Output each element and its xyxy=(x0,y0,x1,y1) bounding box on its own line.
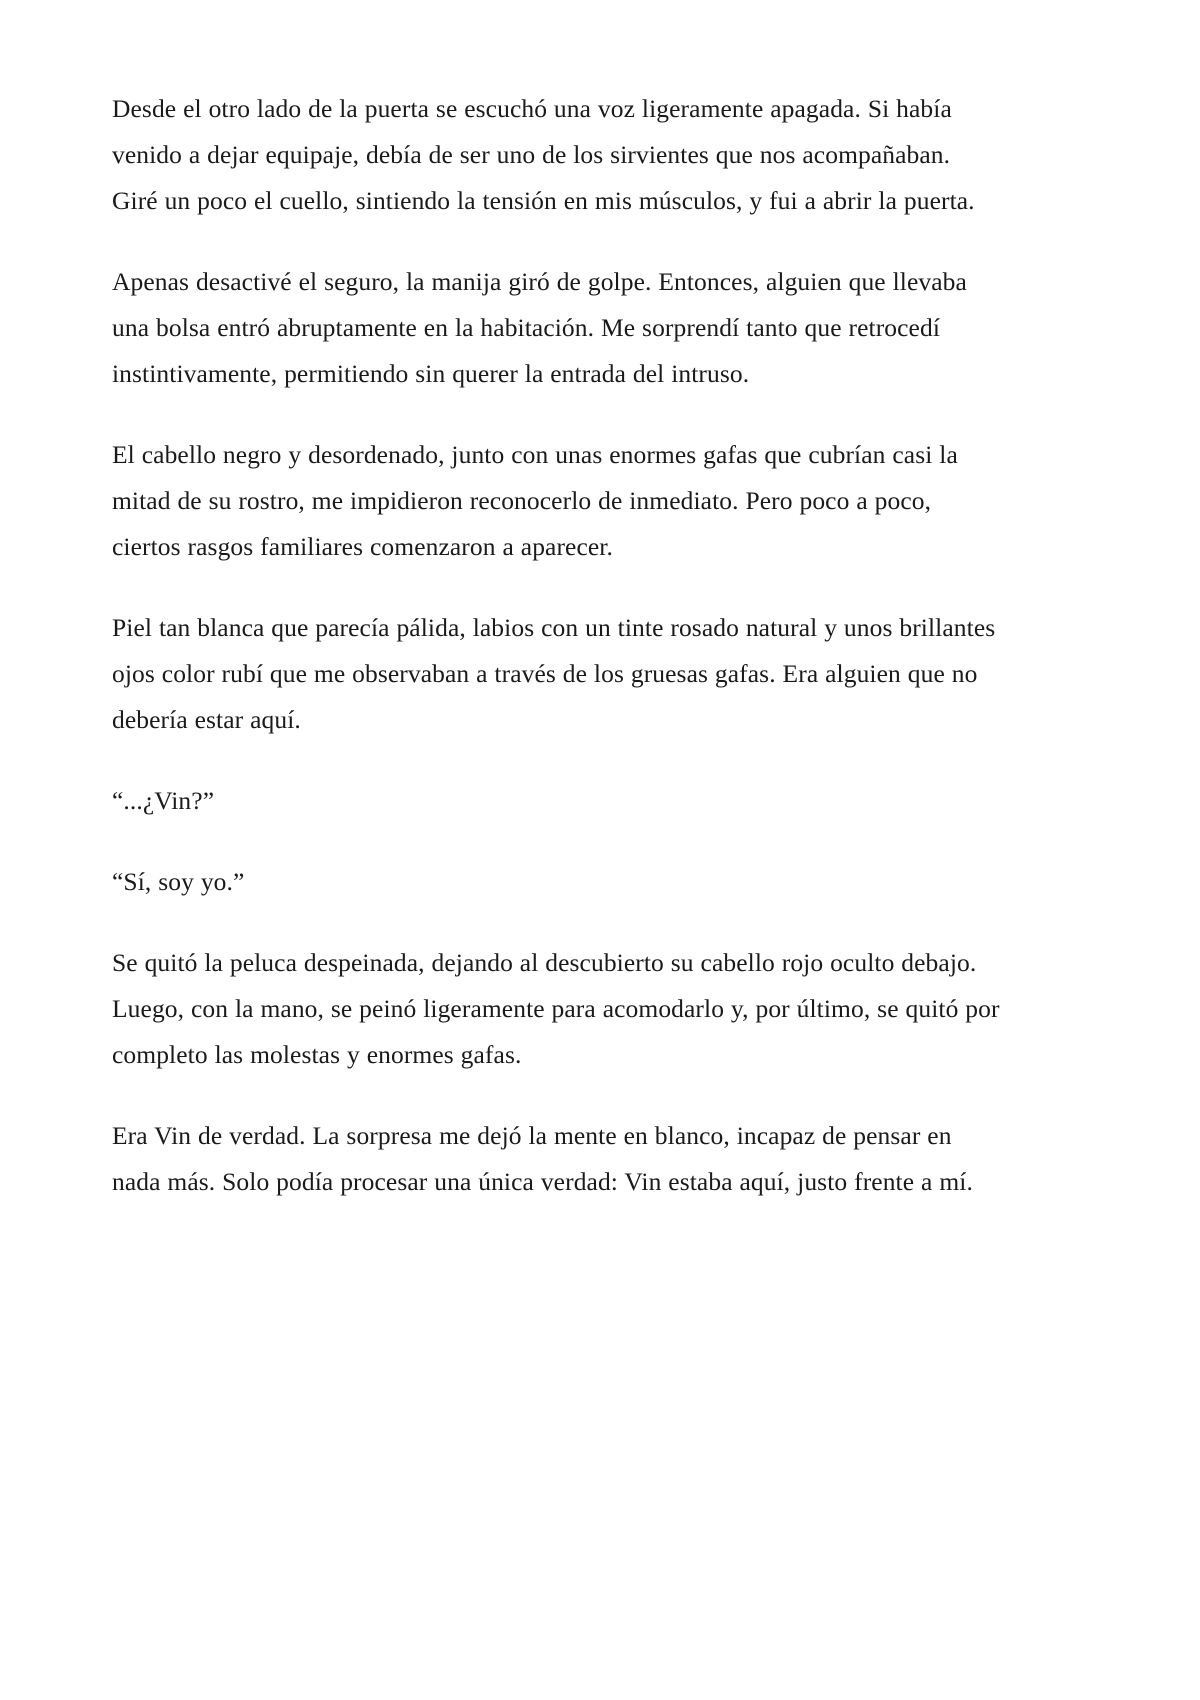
dialogue-line-1: “...¿Vin?” xyxy=(112,786,215,815)
paragraph-1: Desde el otro lado de la puerta se escuchó una voz ligeramente apagada. Si había venido a dejar equipaje, debía de ser uno de los sirvientes que nos acompañaban. Giré un poco el cuello, sintiendo la tensión en mis músculos, y fui a abrir la puerta. xyxy=(112,94,975,215)
paragraph-5: Se quitó la peluca despeinada, dejando al descubierto su cabello rojo oculto debajo. Luego, con la mano, se peinó ligeramente para acomodarlo y, por último, se quitó por completo las molestas y enormes gafas. xyxy=(112,948,1000,1069)
dialogue-line-2: “Sí, soy yo.” xyxy=(112,867,245,896)
paragraph-4: Piel tan blanca que parecía pálida, labios con un tinte rosado natural y unos brillantes ojos color rubí que me observaban a través de los gruesas gafas. Era alguien que no debería estar aquí. xyxy=(112,613,996,734)
paragraph-3: El cabello negro y desordenado, junto con unas enormes gafas que cubrían casi la mitad de su rostro, me impidieron reconocerlo de inmediato. Pero poco a poco, ciertos rasgos familiares comenzaron a aparecer. xyxy=(112,440,958,561)
document-text-column xyxy=(112,86,1002,1205)
paragraph-2: Apenas desactivé el seguro, la manija giró de golpe. Entonces, alguien que llevaba una bolsa entró abruptamente en la habitación. Me sorprendí tanto que retrocedí instintivamente, permitiendo sin querer la entrada del intruso. xyxy=(112,267,967,388)
paragraph-6: Era Vin de verdad. La sorpresa me dejó la mente en blanco, incapaz de pensar en nada más. Solo podía procesar una única verdad: Vin estaba aquí, justo frente a mí. xyxy=(112,1121,973,1196)
